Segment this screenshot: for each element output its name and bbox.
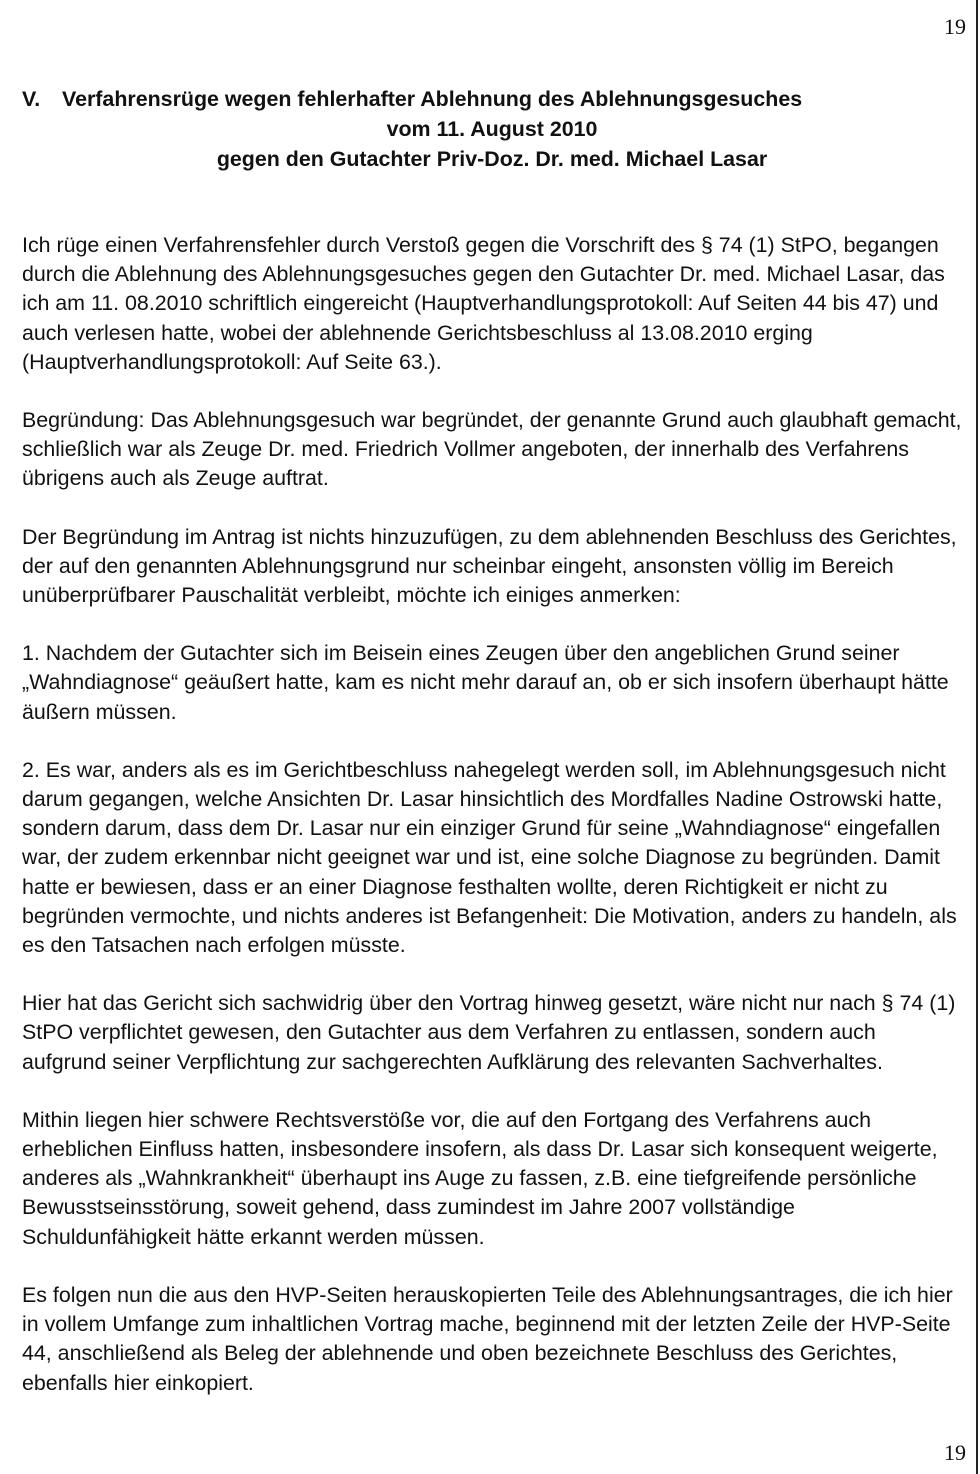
paragraph-legal-violations: Mithin liegen hier schwere Rechtsverstöße vor, die auf den Fortgang des Verfahrens auch erheblichen Einfluss hatten, insbesondere insofern, als dass Dr. Lasar sich konsequent weigerte, anderes als „Wahnkrankheit“ überhaupt ins Auge zu fassen, z.B. eine tiefgreifende persönliche Bewusstseinsstörung, soweit gehend, dass zumindest im Jahre 2007 vollständige Schuldunfähigkeit hätte erkannt werden müssen. xyxy=(22,1107,938,1249)
heading-line-2: vom 11. August 2010 xyxy=(386,117,598,141)
paragraph-attachment-note: Es folgen nun die aus den HVP-Seiten herauskopierten Teile des Ablehnungsantrages, die ich hier in vollem Umfange zum inhaltlichen Vortrag mache, beginnend mit der letzten Zeile der HVP-Seite 44, anschließend als Beleg der ablehnende und oben bezeichnete Beschluss des Gerichtes, ebenfalls hier einkopiert. xyxy=(22,1282,953,1395)
heading-title: Verfahrensrüge wegen fehlerhafter Ablehnung des Ablehnungsgesuches xyxy=(62,87,803,111)
heading-line-3: gegen den Gutachter Priv-Doz. Dr. med. Michael Lasar xyxy=(216,147,768,171)
paragraph-point-2: 2. Es war, anders als es im Gerichtbeschluss nahegelegt werden soll, im Ablehnungsgesuch nicht darum gegangen, welche Ansichten Dr. Lasar hinsichtlich des Mordfalles Nadine Ostrowski hatte, sondern darum, dass dem Dr. Lasar nur ein einziger Grund für seine „Wahndiagnose“ eingefallen war, der zudem erkennbar nicht geeignet war und ist, eine solche Diagnose zu begründen. Damit hatte er bewiesen, dass er an einer Diagnose festhalten wollte, deren Richtigkeit er nicht zu begründen vermochte, und nichts anderes ist Befangenheit: Die Motivation, anders zu handeln, als es den Tatsachen nach erfolgen müsste. xyxy=(22,757,957,958)
page-edge-line xyxy=(976,0,978,1474)
paragraph-remarks-intro: Der Begründung im Antrag ist nichts hinzuzufügen, zu dem ablehnenden Beschluss des Gerichtes, der auf den genannten Ablehnungsgrund nur scheinbar eingeht, ansonsten völlig im Bereich unüberprüfbarer Pauschalität verbleibt, möchte ich einiges anmerken: xyxy=(22,524,957,608)
section-number: V. xyxy=(22,87,41,111)
paragraph-point-1: 1. Nachdem der Gutachter sich im Beisein eines Zeugen über den angeblichen Grund seiner „Wahndiagnose“ geäußert hatte, kam es nicht mehr darauf an, ob er sich insofern überhaupt hätte äußern müssen. xyxy=(22,641,949,724)
section-heading xyxy=(22,84,962,174)
page-number-top: 19 xyxy=(944,14,966,39)
page-number-bottom: 19 xyxy=(944,1440,966,1465)
paragraph-complaint: Ich rüge einen Verfahrensfehler durch Verstoß gegen die Vorschrift des § 74 (1) StPO, begangen durch die Ablehnung des Ablehnungsgesuches gegen den Gutachter Dr. med. Michael Lasar, das ich am 11. 08.2010 schriftlich eingereicht (Hauptverhandlungsprotokoll: Auf Seiten 44 bis 47) und auch verlesen hatte, wobei der ablehnende Gerichtsbeschluss al 13.08.2010 erging (Hauptverhandlungsprotokoll: Auf Seite 63.). xyxy=(22,233,945,374)
paragraph-court-disregard: Hier hat das Gericht sich sachwidrig über den Vortrag hinweg gesetzt, wäre nicht nur nach § 74 (1) StPO verpflichtet gewesen, den Gutachter aus dem Verfahren zu entlassen, sondern auch aufgrund seiner Verpflichtung zur sachgerechten Aufklärung des relevanten Sachverhaltes. xyxy=(22,991,956,1074)
paragraph-justification: Begründung: Das Ablehnungsgesuch war begründet, der genannte Grund auch glaubhaft gemacht, schließlich war als Zeuge Dr. med. Friedrich Vollmer angeboten, der innerhalb des Verfahrens übrigens auch als Zeuge auftrat. xyxy=(22,408,962,491)
document-body xyxy=(22,84,962,1398)
heading-line-1 xyxy=(22,84,962,114)
